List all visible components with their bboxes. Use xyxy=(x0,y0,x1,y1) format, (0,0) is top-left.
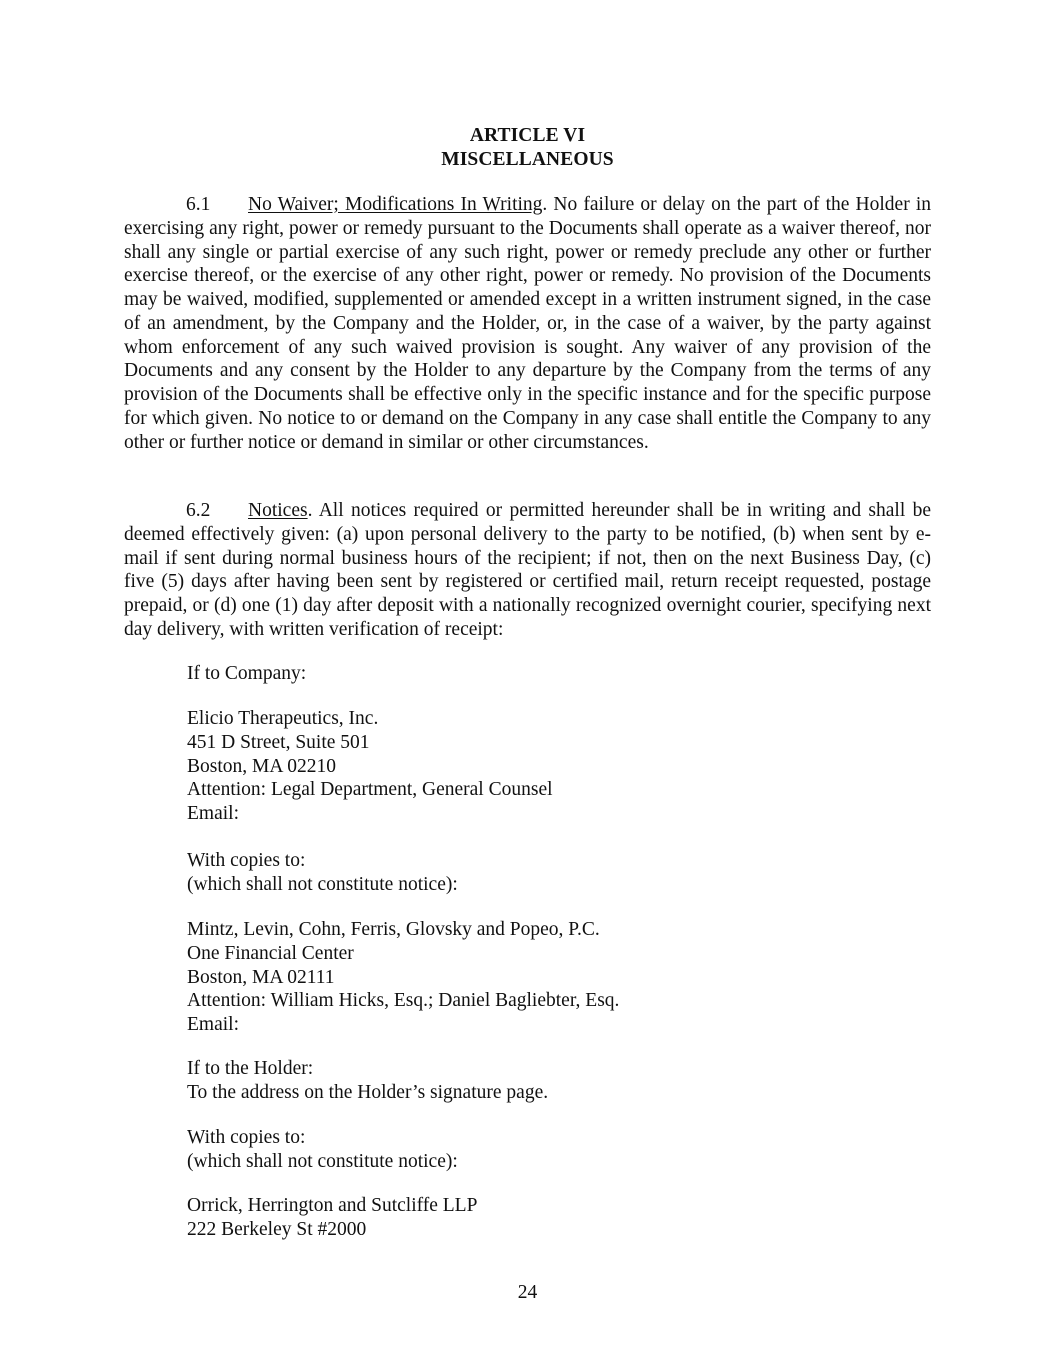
article-title: MISCELLANEOUS xyxy=(441,149,614,170)
notice-if-to-company xyxy=(187,662,887,686)
holder-copies-block xyxy=(187,1126,887,1174)
company-counsel-block xyxy=(187,918,887,1037)
holder-block xyxy=(187,1057,887,1105)
holder-address: To the address on the Holder’s signature page. xyxy=(187,1081,549,1103)
section-body: No failure or delay on the part of the Holder in exercising any right, power or remedy pursuant to the Documents shall operate as a waiver thereof, nor shall any single or partial exercise of any such right, power or remedy preclude any other or further exercise thereof, or the exercise of any other right, power or remedy. No provision of the Documents may be waived, modified, supplemented or amended except in a written instrument signed, in the case of an amendment, by the Company and the Holder, or, in the case of a waiver, by the party against whom enforcement of any such waived provision is sought. Any waiver of any provision of the Documents and any consent by the Holder to any departure by the Company from the terms of any provision of the Documents shall be effective only in the specific instance and for the specific purpose for which given. No notice to or demand on the Company in any case shall entitle the Company to any other or further notice or demand in similar or other circumstances. xyxy=(124,194,931,453)
counsel-attention: Attention: William Hicks, Esq.; Daniel Bagliebter, Esq. xyxy=(187,990,620,1012)
page-number: 24 xyxy=(517,1282,538,1303)
copies-line: With copies to: xyxy=(187,850,306,871)
copies-note: (which shall not constitute notice): xyxy=(187,1150,458,1172)
copies-note: (which shall not constitute notice): xyxy=(187,873,458,895)
counsel-city: Boston, MA 02111 xyxy=(187,966,335,988)
article-number: ARTICLE VI xyxy=(469,125,586,146)
company-address-block xyxy=(187,707,887,826)
company-city: Boston, MA 02210 xyxy=(187,755,336,777)
section-body: All notices required or permitted hereunder shall be in writing and shall be deemed effectively given: (a) upon personal delivery to the party to be notified, (b) when sent by e-mail if sent during normal business hours of the recipient; if not, then on the next Business Day, (c) five (5) days after having been sent by registered or certified mail, return receipt requested, postage prepaid, or (d) one (1) day after deposit with a nationally recognized overnight courier, specifying next day delivery, with written verification of receipt: xyxy=(124,500,931,640)
counsel-street: One Financial Center xyxy=(187,942,354,964)
holder-counsel-street: 222 Berkeley St #2000 xyxy=(187,1218,367,1240)
section-title: No Waiver; Modifications In Writing xyxy=(248,194,543,215)
section-title-period: . xyxy=(307,500,313,521)
counsel-email: Email: xyxy=(187,1014,239,1035)
counsel-name: Mintz, Levin, Cohn, Ferris, Glovsky and Popeo, P.C. xyxy=(187,919,600,940)
notice-line: If to Company: xyxy=(187,663,307,684)
section-6-2 xyxy=(124,499,931,642)
holder-line: If to the Holder: xyxy=(187,1058,314,1079)
section-title: Notices xyxy=(248,500,308,521)
section-title-period: . xyxy=(542,194,548,215)
holder-counsel-block xyxy=(187,1194,887,1242)
copies-line: With copies to: xyxy=(187,1127,306,1148)
section-6-1 xyxy=(124,193,931,454)
company-attention: Attention: Legal Department, General Counsel xyxy=(187,779,553,801)
section-number: 6.2 xyxy=(186,500,211,521)
company-copies-block xyxy=(187,849,887,897)
section-number: 6.1 xyxy=(186,194,211,215)
company-name: Elicio Therapeutics, Inc. xyxy=(187,708,379,729)
holder-counsel-name: Orrick, Herrington and Sutcliffe LLP xyxy=(187,1195,478,1216)
company-street: 451 D Street, Suite 501 xyxy=(187,731,370,753)
company-email: Email: xyxy=(187,803,239,824)
